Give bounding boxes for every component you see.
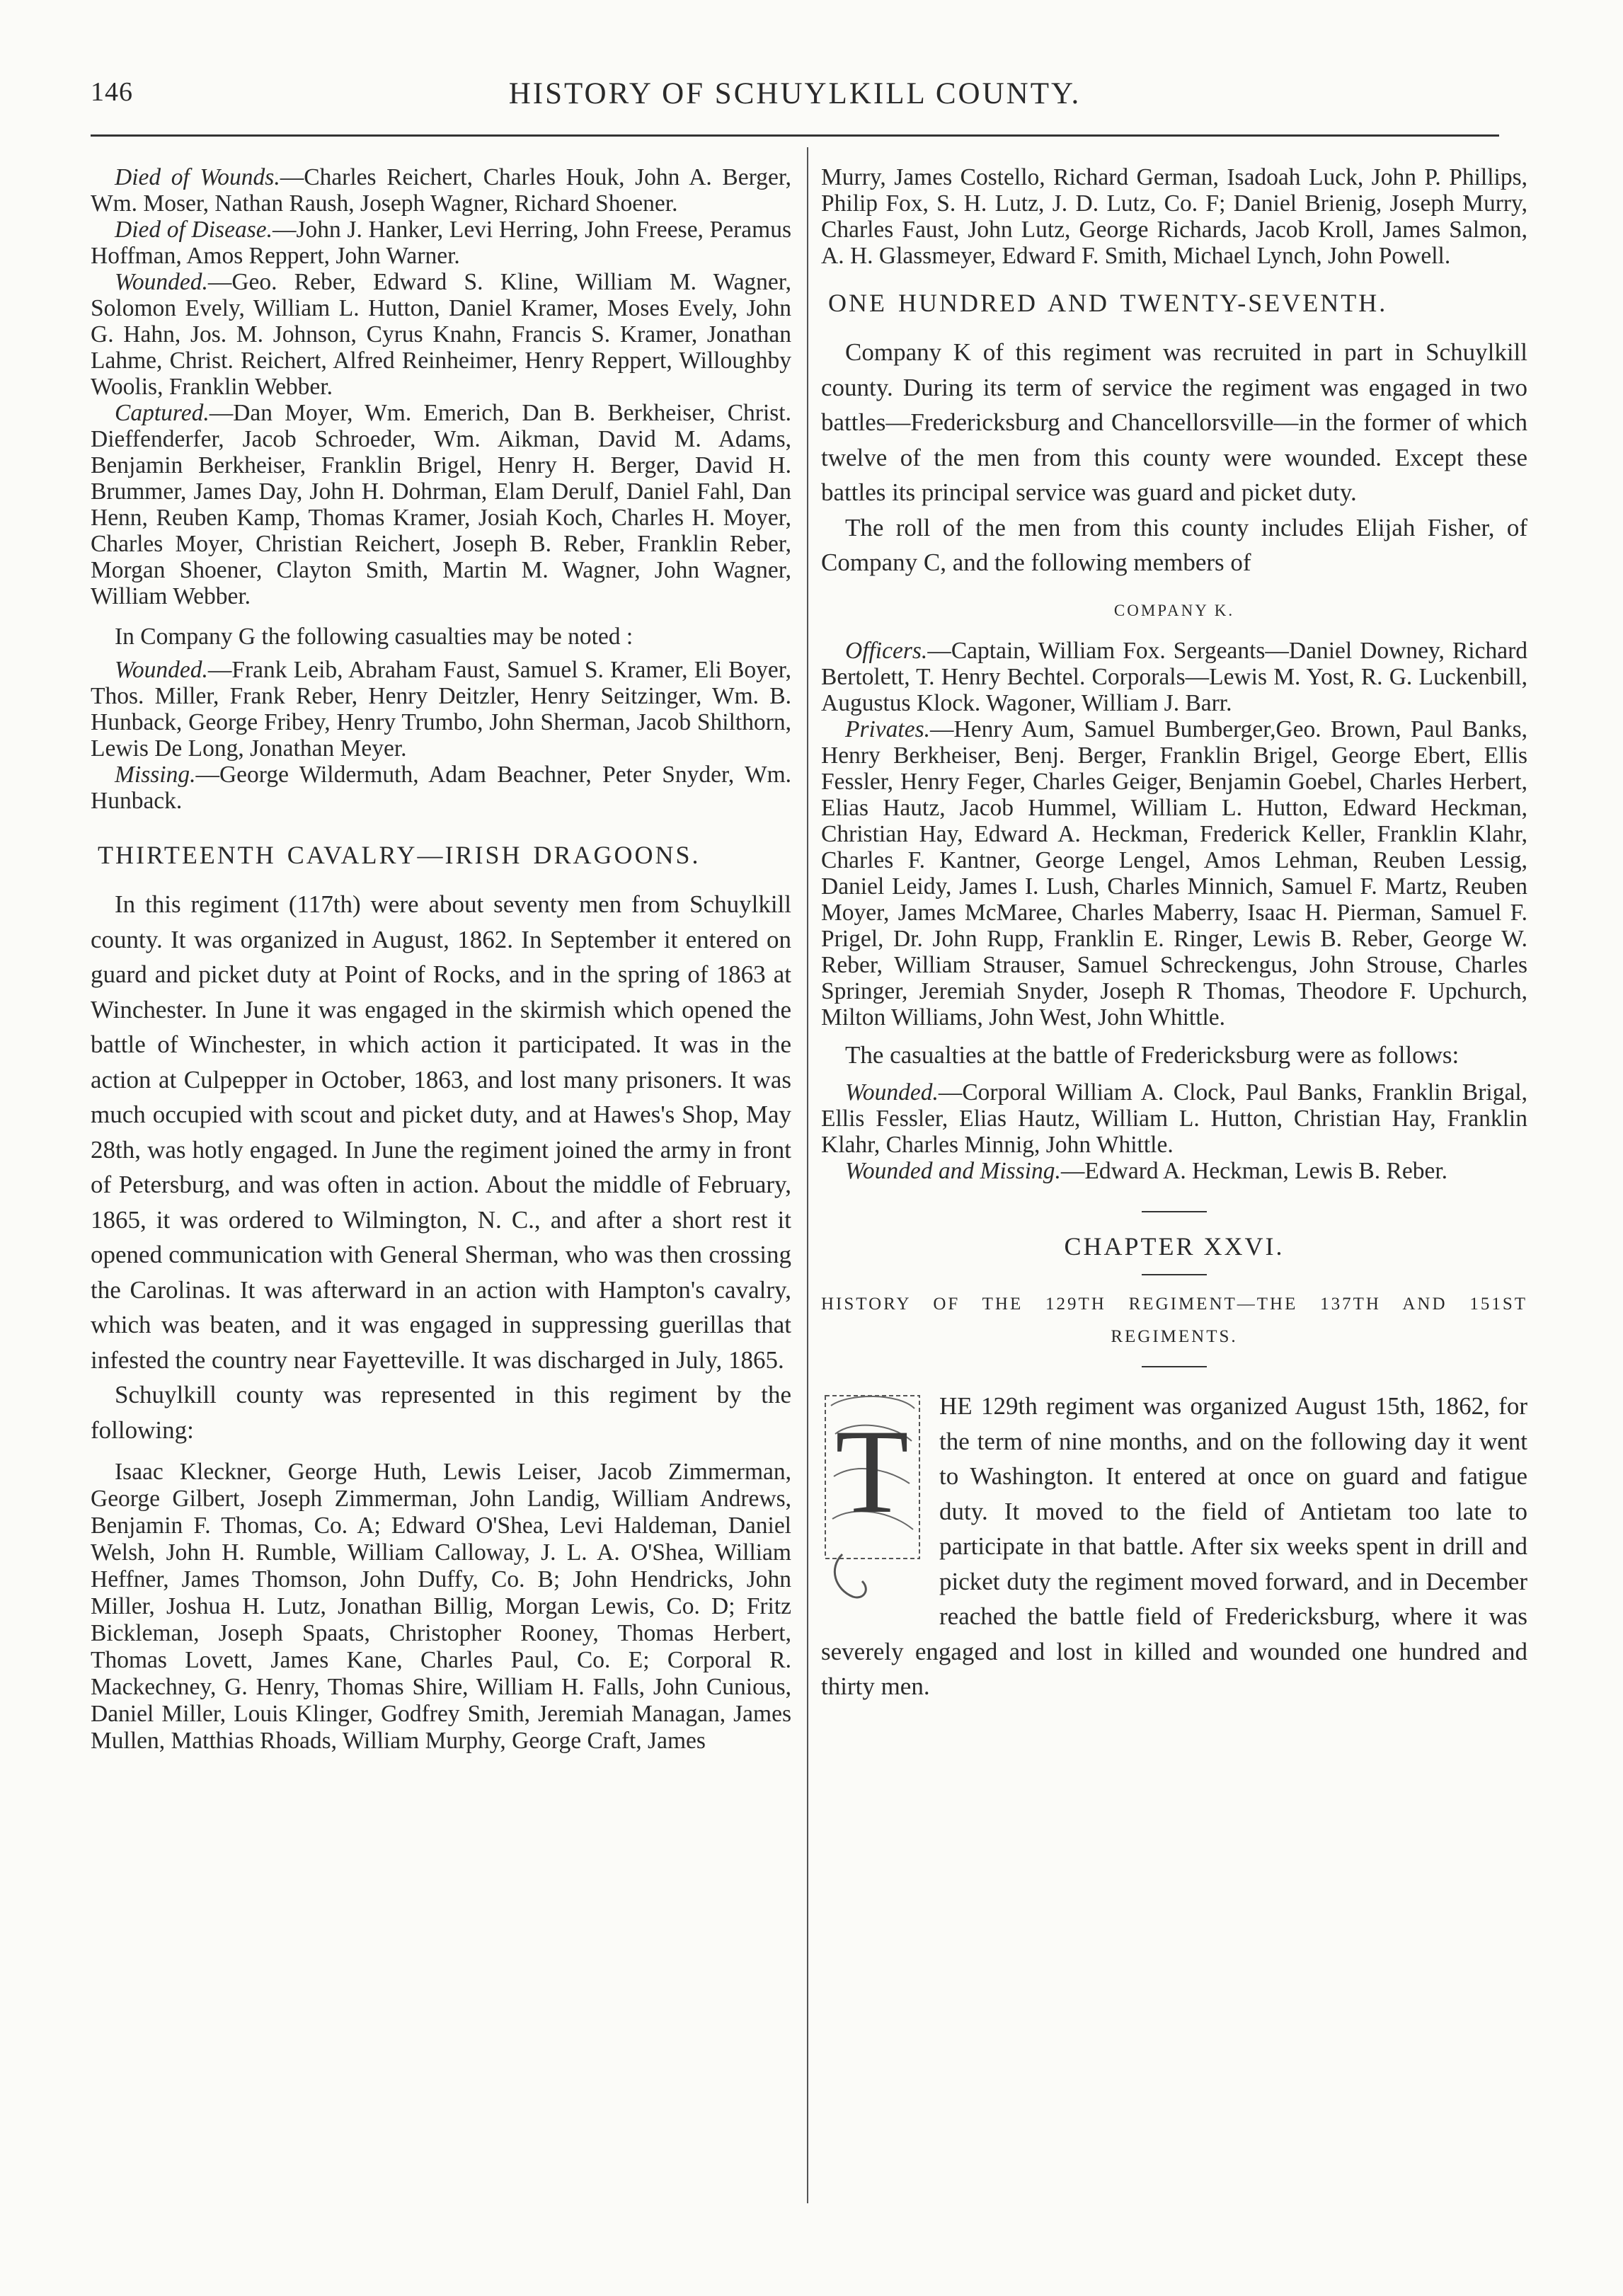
privates-text: —Henry Aum, Samuel Bumberger,Geo. Brown, Paul Banks, Henry Berkheiser, Benj. Berger, Franklin Brigel, George Ebert, Ellis Fessler, Henry Feger, Charles Geiger, Benjamin Goebel, Charles Herbert, Elias Hautz, Jacob Hummel, William L. Hutton, Edward Heckman, Christian Hay, Edward A. Heckman, Frederick Keller, Franklin Klahr, Charles F. Kantner, George Lengel, Amos Lehman, Reuben Lessig, Daniel Leidy, James I. Lush, Charles Minnich, Samuel F. Martz, Reuben Moyer, James McMaree, Charles Maberry, Isaac H. Pierman, Samuel F. Prigel, Dr. John Rupp, Franklin E. Ringer, Lewis B. Reber, George W. Reber, William Strauser, Samuel Schreckengus, John Strouse, Charles Springer, Jeremiah Snyder, Joseph R Thomas, Theodore F. Upchurch, Milton Williams, John West, John Whittle. xyxy=(821,716,1527,1031)
opening-paragraph: HE 129th regiment was organized August 15th, 1862, for the term of nine months, and on the following day it went to Washington. It entered at once on guard and fatigue duty. It moved to the field of Antietam too late to participate in that battle. After six weeks spent in drill and picket duty the regiment moved forward, and in December reached the battle field of Fredericksburg, where it was severely engaged and lost in killed and wounded one hundred and thirty men. xyxy=(821,1392,1527,1700)
fredericksburg-wounded-entry xyxy=(821,1079,1527,1158)
captured-text: —Dan Moyer, Wm. Emerich, Dan B. Berkheiser, Christ. Dieffenderfer, Jacob Schroeder, Wm. Aikman, David M. Adams, Benjamin Berkheiser, Franklin Brigel, Henry H. Berger, David H. Brummer, James Day, John H. Dohrman, Elam Derulf, Daniel Fahl, Dan Henn, Reuben Kamp, Thomas Kramer, Josiah Koch, Charles H. Moyer, Charles Moyer, Christian Reichert, Joseph B. Reber, Franklin Reber, Morgan Shoener, Clayton Smith, Martin M. Wagner, John Wagner, William Webber. xyxy=(91,400,791,609)
died-of-wounds-text: —Charles Reichert, Charles Houk, John A. Berger, Wm. Moser, Nathan Raush, Joseph Wagner, Richard Shoener. xyxy=(91,164,792,217)
died-of-disease-label: Died of Disease. xyxy=(115,217,273,243)
divider-rule xyxy=(1142,1366,1207,1367)
running-title: HISTORY OF SCHUYLKILL COUNTY. xyxy=(508,77,1082,110)
drop-cap-ornament-icon xyxy=(821,1391,924,1604)
cavalry-paragraph: In this regiment (117th) were about seventy men from Schuylkill county. It was organized in August, 1862. In September it entered on guard and picket duty at Point of Rocks, and in the spring of 1863 at Winchester. In June it was engaged in the skirmish which opened the battle of Winchester, in which action it participated. It was in the action at Culpepper in October, 1863, and lost many prisoners. It was much occupied with scout and picket duty, and at Hawes's Shop, May 28th, was hotly engaged. In June the regiment joined the army in front of Petersburg, and was often in action. About the middle of February, 1865, it was ordered to Wilmington, N. C., and after a short rest it opened communication with General Sherman, who was then crossing the Carolinas. It was afterward in an action with Hampton's cavalry, which was beaten, and it was engaged in suppressing guerillas that infested the country near Fayetteville. It was discharged in July, 1865. xyxy=(91,890,791,1374)
company-g-wounded-text: —Frank Leib, Abraham Faust, Samuel S. Kramer, Eli Boyer, Thos. Miller, Frank Reber, Henry Deitzler, Henry Seitzinger, Wm. B. Hunback, George Fribey, Henry Trumbo, John Sherman, Jacob Shilthorn, Lewis De Long, Jonathan Meyer. xyxy=(91,657,791,762)
left-column xyxy=(91,164,791,1755)
privates-entry xyxy=(821,716,1527,1031)
section-heading-thirteenth-cavalry: THIRTEENTH CAVALRY—IRISH DRAGOONS. xyxy=(98,841,701,869)
divider-rule xyxy=(1142,1274,1207,1275)
company-g-intro: In Company G the following casualties may be noted : xyxy=(115,624,633,650)
company-g-missing-text: —George Wildermuth, Adam Beachner, Peter Snyder, Wm. Hunback. xyxy=(91,762,791,814)
drop-cap-letter: T xyxy=(835,1405,909,1538)
cavalry-roster: Isaac Kleckner, George Huth, Lewis Leiser, Jacob Zimmerman, George Gilbert, Joseph Zimmerman, John Landig, William Andrews, Benjamin F. Thomas, Co. A; Edward O'Shea, Levi Haldeman, Daniel Welsh, John H. Rumble, William Calloway, J. L. A. O'Shea, William Heffner, James Thomson, John Duffy, Co. B; John Hendricks, John Miller, Joshua H. Lutz, Jonathan Billig, Morgan Lewis, Co. D; Fritz Bickleman, Joseph Spaats, Christopher Rooney, Thomas Herbert, Thomas Lovett, James Kane, Charles Paul, Co. E; Corporal R. Mackechney, G. Henry, Thomas Shire, William H. Falls, John Cunious, Daniel Miller, Louis Klinger, Godfrey Smith, Jeremiah Managan, James Mullen, Matthias Rhoads, William Murphy, George Craft, James xyxy=(91,1459,791,1754)
died-of-disease-text: —John J. Hanker, Levi Herring, John Freese, Peramus Hoffman, Amos Reppert, John Warner. xyxy=(91,217,791,269)
company-g-missing-entry xyxy=(91,762,791,814)
page-header xyxy=(91,76,1499,126)
company-g-wounded-entry xyxy=(91,657,791,762)
roster-continued: Murry, James Costello, Richard German, Isadoah Luck, John P. Phillips, Philip Fox, S. H. Lutz, J. D. Lutz, Co. F; Daniel Brienig, Joseph Murry, Charles Faust, John Lutz, George Richards, Jacob Kroll, James Salmon, A. H. Glassmeyer, Edward F. Smith, Michael Lynch, John Powell. xyxy=(821,164,1527,269)
page-number: 146 xyxy=(91,77,133,107)
died-of-disease-entry xyxy=(91,217,791,269)
captured-entry xyxy=(91,400,791,609)
casualties-intro: The casualties at the battle of Fredericksburg were as follows: xyxy=(845,1040,1459,1069)
wounded-missing-text: —Edward A. Heckman, Lewis B. Reber. xyxy=(1060,1158,1448,1184)
wounded-missing-entry xyxy=(821,1158,1527,1184)
represented-intro: Schuylkill county was represented in this regiment by the following: xyxy=(91,1381,791,1444)
section-heading-127th: ONE HUNDRED AND TWENTY-SEVENTH. xyxy=(828,289,1388,317)
wounded-entry xyxy=(91,269,791,400)
ornamental-drop-cap xyxy=(821,1391,924,1604)
company-g-wounded-label: Wounded. xyxy=(115,657,208,683)
wounded-missing-label: Wounded and Missing. xyxy=(845,1158,1061,1184)
privates-label: Privates. xyxy=(845,716,931,742)
company-g-missing-label: Missing. xyxy=(115,762,196,788)
chapter-opening xyxy=(821,1389,1527,1704)
company-k-heading: COMPANY K. xyxy=(1113,601,1235,619)
header-rule xyxy=(91,134,1499,137)
wounded-label: Wounded. xyxy=(115,269,208,295)
officers-entry xyxy=(821,638,1527,716)
fredericksburg-wounded-label: Wounded. xyxy=(845,1079,939,1106)
fredericksburg-wounded-text: —Corporal William A. Clock, Paul Banks, Franklin Brigal, Ellis Fessler, Elias Hautz, William L. Hutton, Christian Hay, Franklin Klahr, Charles Minnig, John Whittle. xyxy=(821,1079,1527,1158)
died-of-wounds-entry xyxy=(91,164,791,217)
captured-label: Captured. xyxy=(115,400,210,426)
divider-rule xyxy=(1142,1211,1207,1212)
right-column xyxy=(821,164,1527,1704)
column-divider xyxy=(807,147,808,2203)
officers-label: Officers. xyxy=(845,637,928,664)
wounded-text: —Geo. Reber, Edward S. Kline, William M. Wagner, Solomon Evely, William L. Hutton, Daniel Kramer, Moses Evely, John G. Hahn, Jos. M. Johnson, Cyrus Knahn, Francis S. Kramer, Jonathan Lahme, Christ. Reichert, Alfred Reinheimer, Henry Reppert, Willoughby Woolis, Franklin Webber. xyxy=(91,269,791,400)
chapter-heading: CHAPTER XXVI. xyxy=(1064,1232,1285,1261)
company-k-paragraph: Company K of this regiment was recruited in part in Schuylkill county. During its term of service the regiment was engaged in two battles—Fredericksburg and Chancellorsville—in the former of which twelve of the men from this county were wounded. Except these battles its principal service was guard and picket duty. xyxy=(821,338,1527,506)
roll-paragraph: The roll of the men from this county includes Elijah Fisher, of Company C, and the following members of xyxy=(821,513,1527,576)
chapter-summary: HISTORY OF THE 129TH REGIMENT—THE 137TH AND 151ST REGIMENTS. xyxy=(821,1295,1527,1346)
died-of-wounds-label: Died of Wounds. xyxy=(115,164,280,190)
officers-text: —Captain, William Fox. Sergeants—Daniel Downey, Richard Bertolett, T. Henry Bechtel. Corporals—Lewis M. Yost, R. G. Luckenbill, Augustus Klock. Wagoner, William J. Barr. xyxy=(821,637,1527,716)
